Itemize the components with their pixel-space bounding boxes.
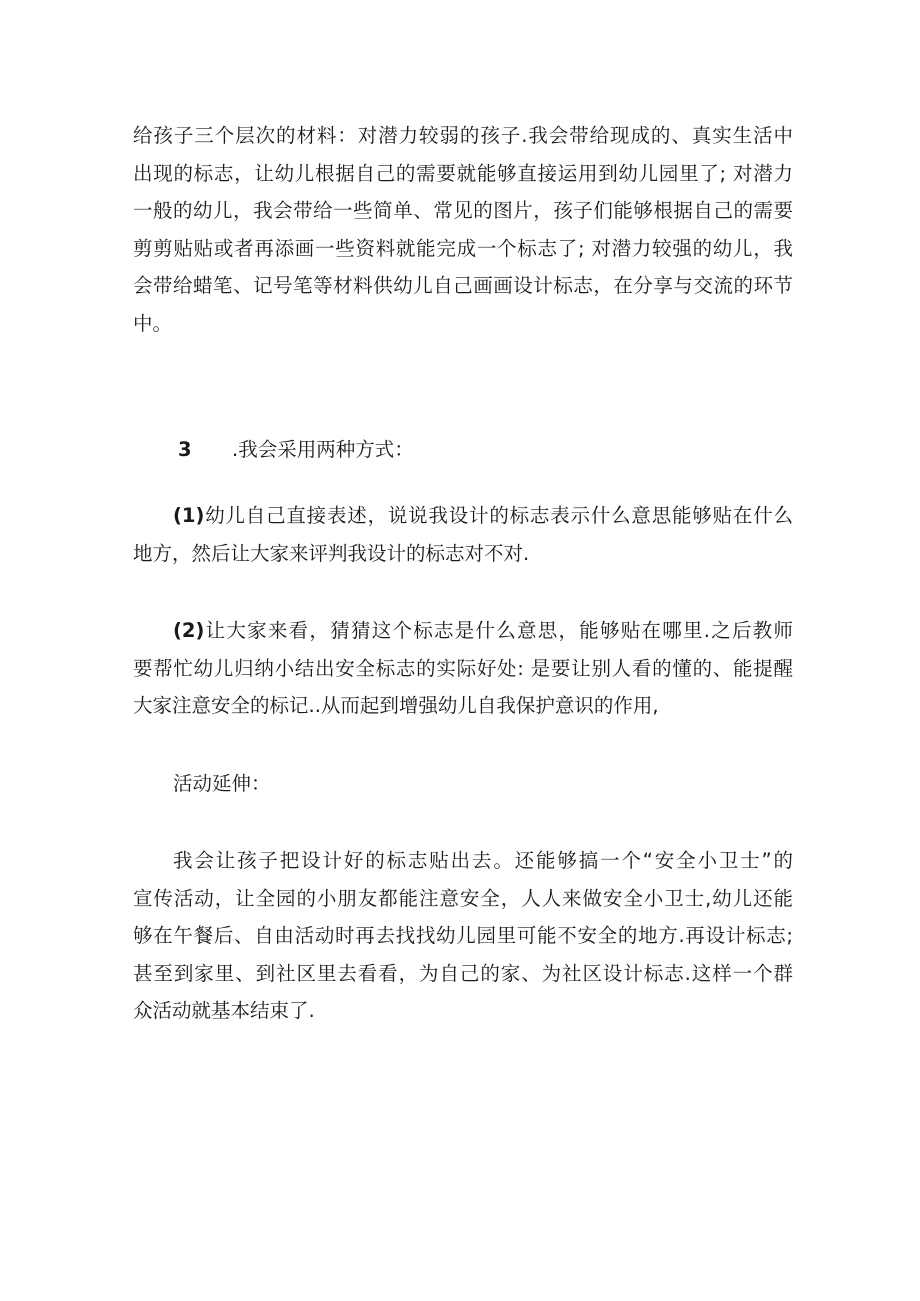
method-1-text: 幼儿自己直接表述，说说我设计的标志表示什么意思能够贴在什么 bbox=[204, 504, 793, 527]
method-2-paragraph bbox=[133, 612, 793, 725]
text-line: 甚至到家里、到社区里去看看，为自己的家、为社区设计标志.这样一个群 bbox=[133, 961, 793, 985]
extension-heading bbox=[133, 765, 793, 803]
text-line bbox=[133, 497, 793, 535]
text-line: 大家注意安全的标记..从而起到增强幼儿自我保护意识的作用, bbox=[133, 694, 659, 717]
method-1-number: (1) bbox=[173, 504, 205, 527]
text-line: 会带给蜡笔、记号笔等材料供幼儿自己画画设计标志，在分享与交流的环节 bbox=[133, 274, 793, 297]
text-line: 我会让孩子把设计好的标志贴出去。还能够搞一个“安全小卫士”的 bbox=[173, 849, 793, 872]
text-line: 中。 bbox=[133, 311, 173, 335]
text-line: 宣传活动，让全园的小朋友都能注意安全，人人来做安全小卫士,幼儿还能 bbox=[133, 886, 793, 910]
method-1-paragraph bbox=[133, 497, 793, 572]
materials-paragraph bbox=[133, 117, 793, 342]
text-line: 一般的幼儿，我会带给一些简单、常见的图片，孩子们能够根据自己的需要 bbox=[133, 199, 793, 222]
text-line: 要帮忙幼儿归纳小结出安全标志的实际好处: 是要让别人看的懂的、能提醒 bbox=[133, 656, 793, 680]
method-2-text: 让大家来看，猜猜这个标志是什么意思，能够贴在哪里.之后教师 bbox=[204, 619, 793, 642]
item-3-text: .我会采用两种方式： bbox=[232, 438, 414, 461]
item-3-number: 3 bbox=[178, 438, 192, 461]
text-line bbox=[133, 612, 793, 650]
text-line: 活动延伸： bbox=[173, 772, 271, 795]
text-line: 给孩子三个层次的材料：对潜力较弱的孩子.我会带给现成的、真实生活中 bbox=[133, 124, 793, 147]
item-3-heading bbox=[178, 431, 414, 469]
method-2-number: (2) bbox=[173, 619, 205, 642]
text-line: 够在午餐后、自由活动时再去找找幼儿园里可能不安全的地方.再设计标志; bbox=[133, 924, 793, 947]
text-line: 出现的标志，让幼儿根据自己的需要就能够直接运用到幼儿园里了; 对潜力 bbox=[133, 161, 793, 185]
extension-paragraph bbox=[133, 842, 793, 1030]
text-line: 众活动就基本结束了. bbox=[133, 999, 315, 1022]
text-line: 地方，然后让大家来评判我设计的标志对不对. bbox=[133, 541, 530, 565]
text-line: 剪剪贴贴或者再添画一些资料就能完成一个标志了; 对潜力较强的幼儿，我 bbox=[133, 236, 793, 260]
